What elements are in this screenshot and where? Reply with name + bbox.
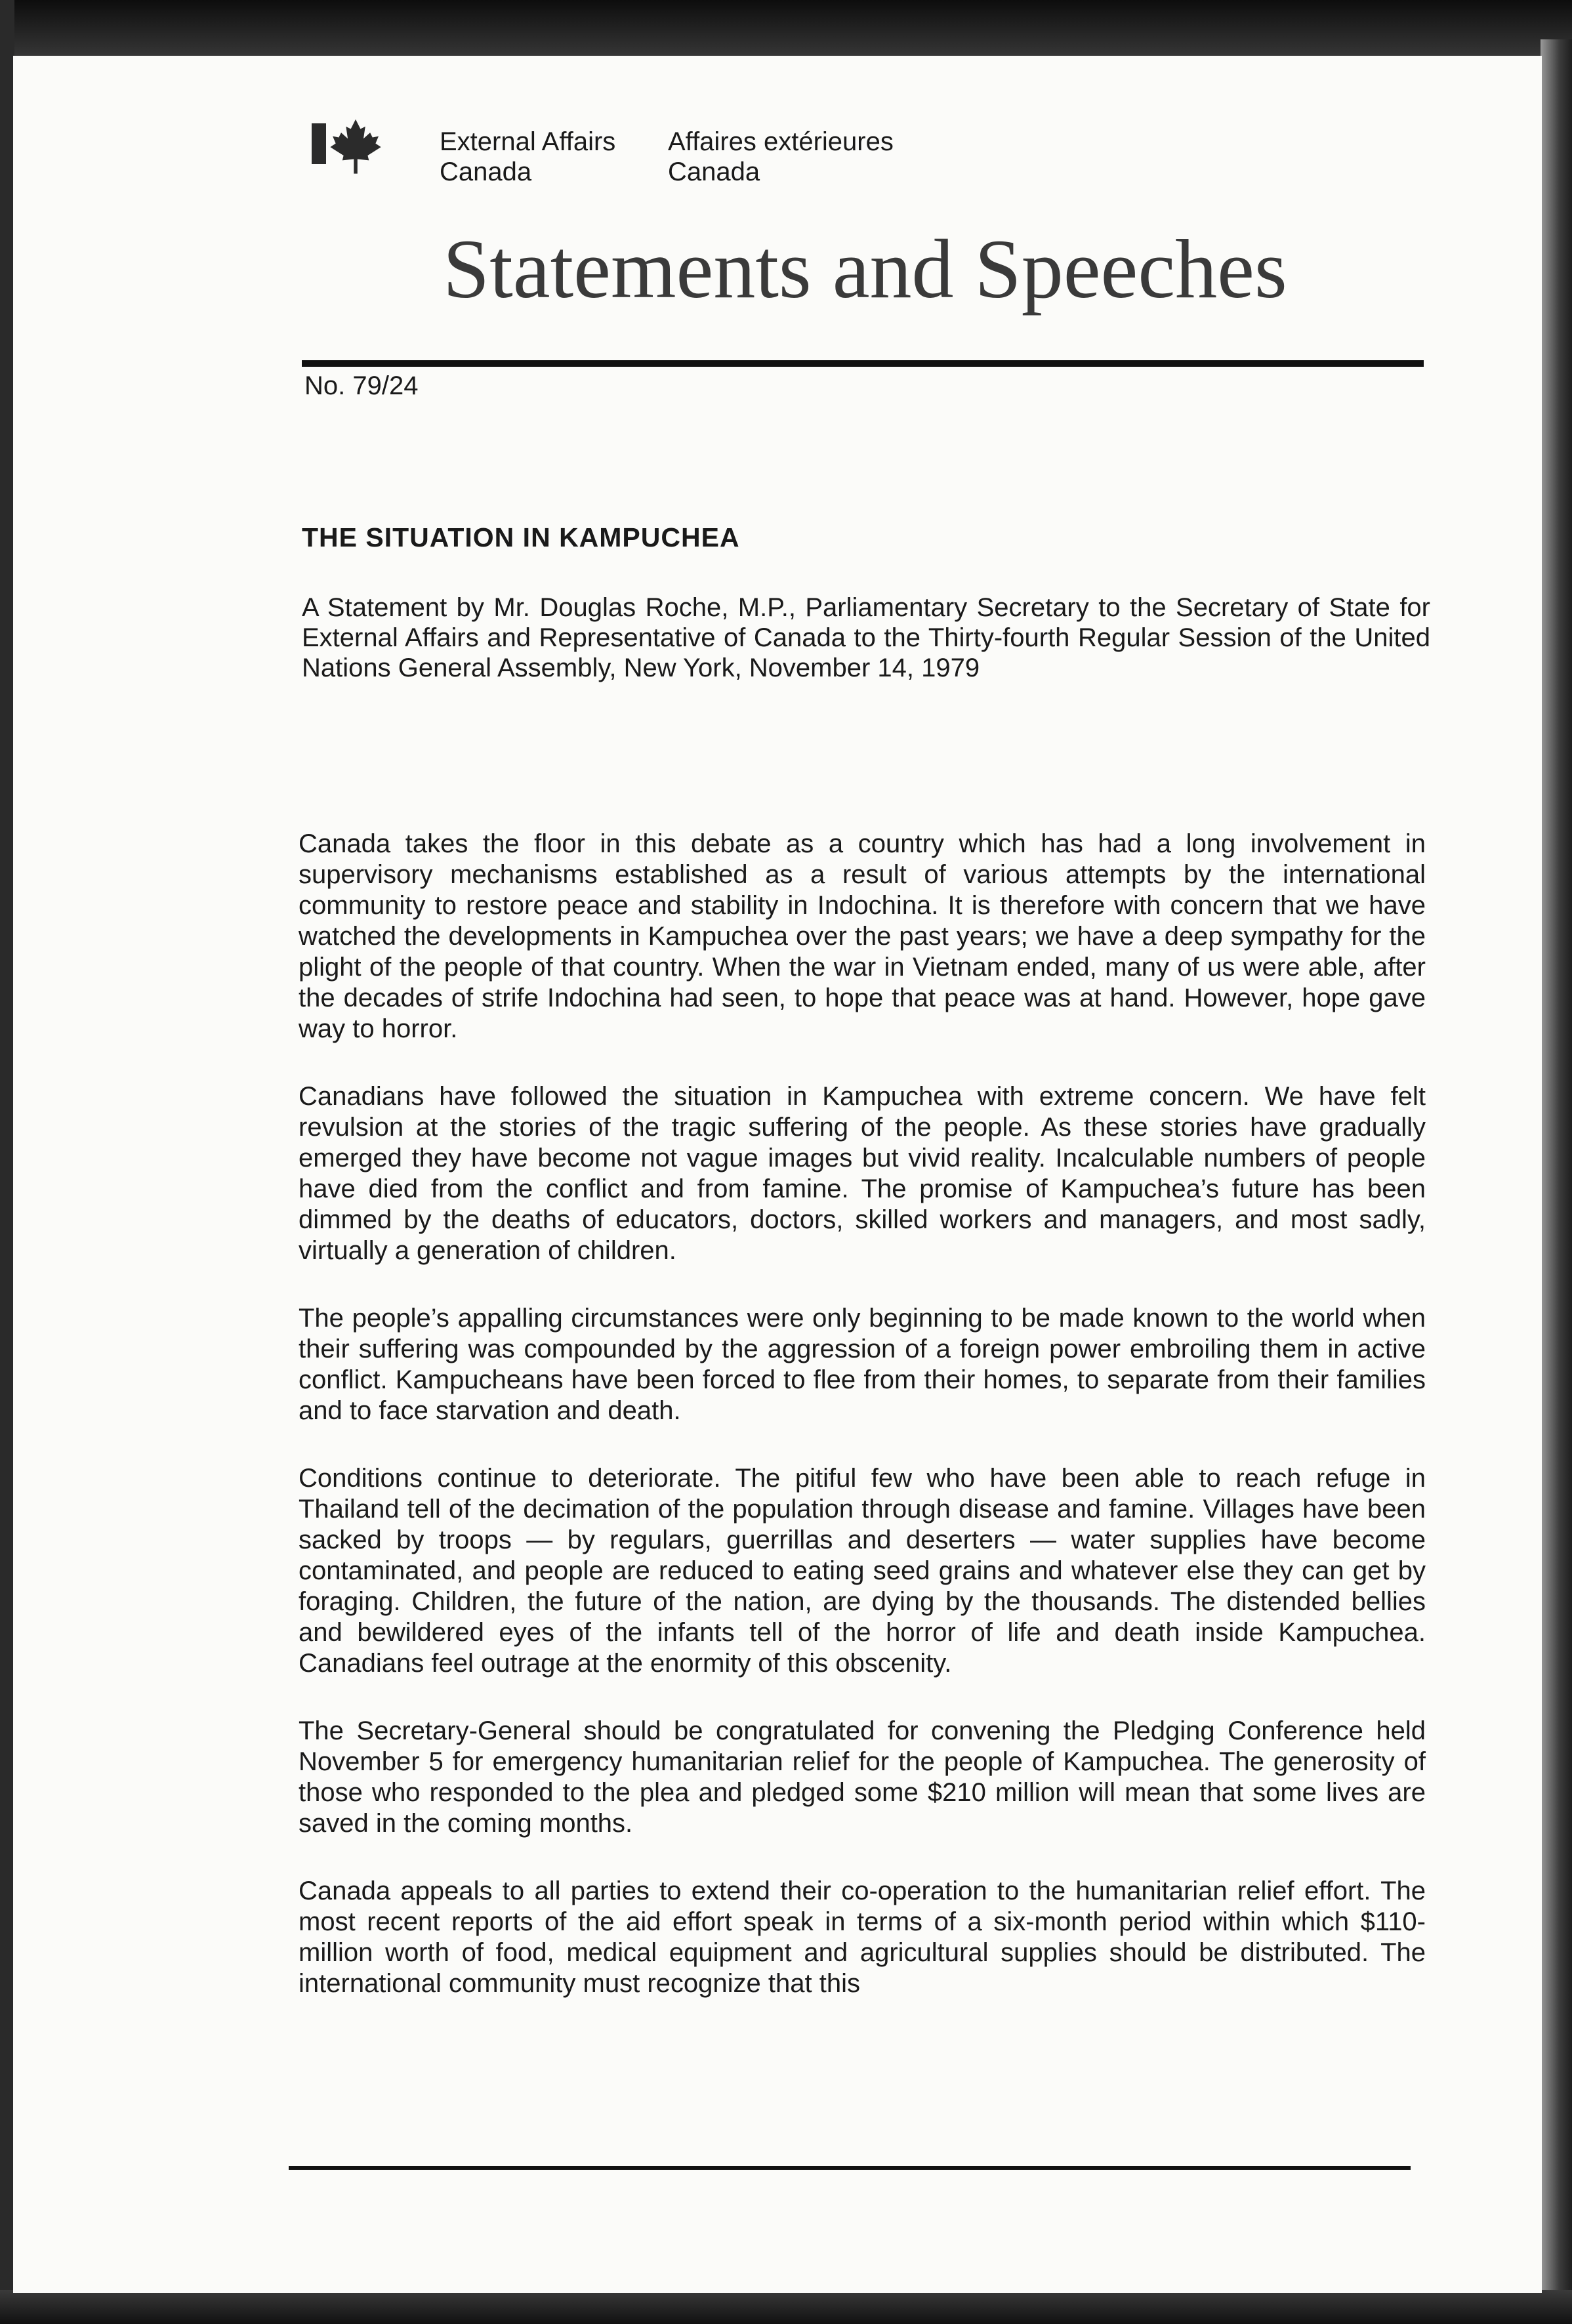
department-en-line-2: Canada [440,157,532,186]
scan-border-left [0,0,14,2324]
department-name-french [668,127,894,187]
scan-border-right [1541,39,1572,2303]
footer-rule [289,2166,1411,2170]
scan-border-bottom [0,2290,1572,2324]
maple-leaf-icon [330,119,381,174]
body-paragraph: The people’s appalling circumstances were only beginning to be made known to the world when their suffering was compounded by the aggression of a foreign power embroiling them in active conflict. Kampucheans have been forced to flee from their homes, to separate from their families and to face starvation and death. [299,1304,1426,1425]
document-page [13,56,1542,2293]
body-paragraph: Canada takes the floor in this debate as a country which has had a long involvement in supervisory mechanisms established as a result of various attempts by the international community to restore peace and stability in Indochina. It is therefore with concern that we have watched the developments in Kampuchea over the past years; we have a deep sympathy for the plight of the people of that country. When the war in Vietnam ended, many of us were able, after the decades of strife Indochina had seen, to hope that peace was at hand. However, hope gave way to horror. [299,829,1426,1043]
body-paragraph: Conditions continue to deteriorate. The pitiful few who have been able to reach refuge in Thailand tell of the decimation of the population through disease and famine. Villages have been sacked by troops — by regulars, guerrillas and deserters — water supplies have become contaminated, and people are reduced to eating seed grains and whatever else they can get by foraging. Children, the future of the nation, are dying by the thousands. The distended bellies and bewildered eyes of the infants tell of the horror of life and death inside Kampuchea. Canadians feel outrage at the enormity of this obscenity. [299,1464,1426,1678]
series-title: Statements and Speeches [443,222,1287,316]
body-paragraph: The Secretary-General should be congratulated for convening the Pledging Conference held November 5 for emergency humanitarian relief for the people of Kampuchea. The generosity of those who responded to the plea and pledged some $210 million will mean that some lives are saved in the coming months. [299,1716,1426,1838]
department-fr-line-2: Canada [668,157,760,186]
article-byline: A Statement by Mr. Douglas Roche, M.P., Parliamentary Secretary to the Secretary of State for External Affairs and Representative of Canada to the Thirty-fourth Regular Session of the United Nations General Assembly, New York, November 14, 1979 [302,593,1430,682]
scan-border-top [0,0,1572,62]
canada-flag-logo [312,118,410,190]
department-fr-line-1: Affaires extérieures [668,127,894,156]
article-heading: THE SITUATION IN KAMPUCHEA [302,522,740,552]
article-body [299,829,1426,2036]
document-number: No. 79/24 [304,371,419,400]
department-name-english [440,127,615,187]
body-paragraph: Canada appeals to all parties to extend their co-operation to the humanitarian relief effort. The most recent reports of the aid effort speak in terms of a six-month period within which $110-million worth of food, medical equipment and agricultural supplies should be distributed. The international community must recognize that this [299,1877,1426,1998]
body-paragraph: Canadians have followed the situation in Kampuchea with extreme concern. We have felt revulsion at the stories of the tragic suffering of the people. As these stories have gradually emerged they have become not vague images but vivid reality. Incalculable numbers of people have died from the conflict and from famine. The promise of Kampuchea’s future has been dimmed by the deaths of educators, doctors, skilled workers and managers, and most sadly, virtually a generation of children. [299,1082,1426,1265]
department-en-line-1: External Affairs [440,127,616,156]
header-rule [302,360,1424,367]
